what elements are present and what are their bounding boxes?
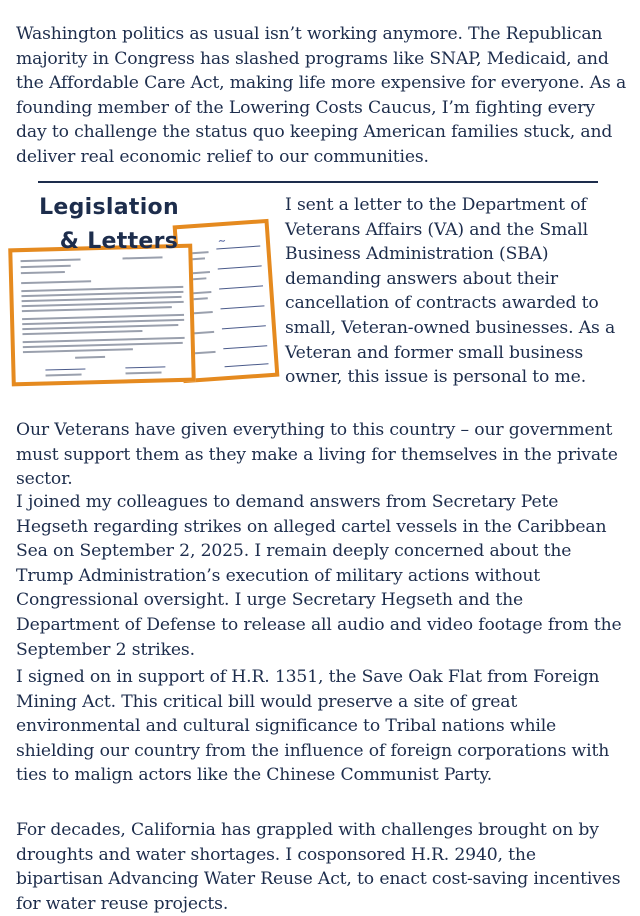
text-line	[22, 324, 178, 330]
text-line	[23, 342, 183, 348]
text-line	[21, 280, 91, 284]
signature-line	[219, 285, 263, 289]
hegseth-paragraph: I joined my colleagues to demand answers from Secretary Pete Hegseth regarding strikes on alleged cartel vessels in the Caribbean Sea on September 2, 2025. I remain deeply concerned about the Trump Administration’s execution of military actions without Congressional oversight. I urge Secretary Hegseth and the Department of Defense to release all audio and video footage from the September 2 strikes.	[16, 492, 622, 660]
section-title-line1: Legislation	[39, 195, 179, 220]
text-line	[75, 356, 105, 359]
signature-line	[45, 368, 85, 370]
intro-paragraph: Washington politics as usual isn’t working anymore. The Republican majority in Congress has slashed programs like SNAP, Medicaid, and the Affordable Care Act, making life more expensive for everyone. As a founding member of the Lowering Costs Caucus, I’m fighting every day to challenge the status quo keeping American families stuck, and deliver real economic relief to our communities.	[16, 24, 627, 167]
signature-line	[222, 325, 266, 329]
text-line	[126, 371, 162, 374]
signature-scribble: ~	[217, 235, 227, 248]
text-line	[22, 306, 172, 312]
signature-line	[221, 305, 265, 309]
text-line	[21, 259, 81, 263]
text-line	[23, 348, 133, 353]
text-line	[123, 256, 163, 259]
letter-paragraph: I sent a letter to the Department of Veterans Affairs (VA) and the Small Business Administration (SBA) demanding answers about their cancellation of contracts awarded to small, Veteran-owned businesses. As a Veteran and former small business owner, this issue is personal to me.	[285, 195, 616, 388]
signature-line	[125, 366, 165, 368]
section-title-line2: & Letters	[59, 229, 179, 254]
veterans-paragraph: Our Veterans have given everything to this country – our government must support them as they make a living for themselves in the private sector.	[16, 420, 618, 490]
water-reuse-paragraph: For decades, California has grappled with challenges brought on by droughts and water shortages. I cosponsored H.R. 2940, the bipartisan Advancing Water Reuse Act, to enact cost-saving incentives for water reuse projects.	[16, 820, 621, 914]
text-line	[22, 330, 142, 335]
text-line	[21, 265, 71, 268]
signature-line	[225, 363, 269, 367]
letter-page-image	[8, 244, 196, 387]
signature-line	[218, 265, 262, 269]
text-line	[46, 374, 82, 377]
text-line	[21, 271, 65, 274]
section-divider	[38, 181, 598, 183]
oak-flat-paragraph: I signed on in support of H.R. 1351, the Save Oak Flat from Foreign Mining Act. This critical bill would preserve a site of great environmental and cultural significance to Tribal nations while shielding our country from the influence of foreign corporations with ties to malign actors like the Chinese Communist Party.	[16, 667, 610, 786]
signature-line	[223, 345, 267, 349]
